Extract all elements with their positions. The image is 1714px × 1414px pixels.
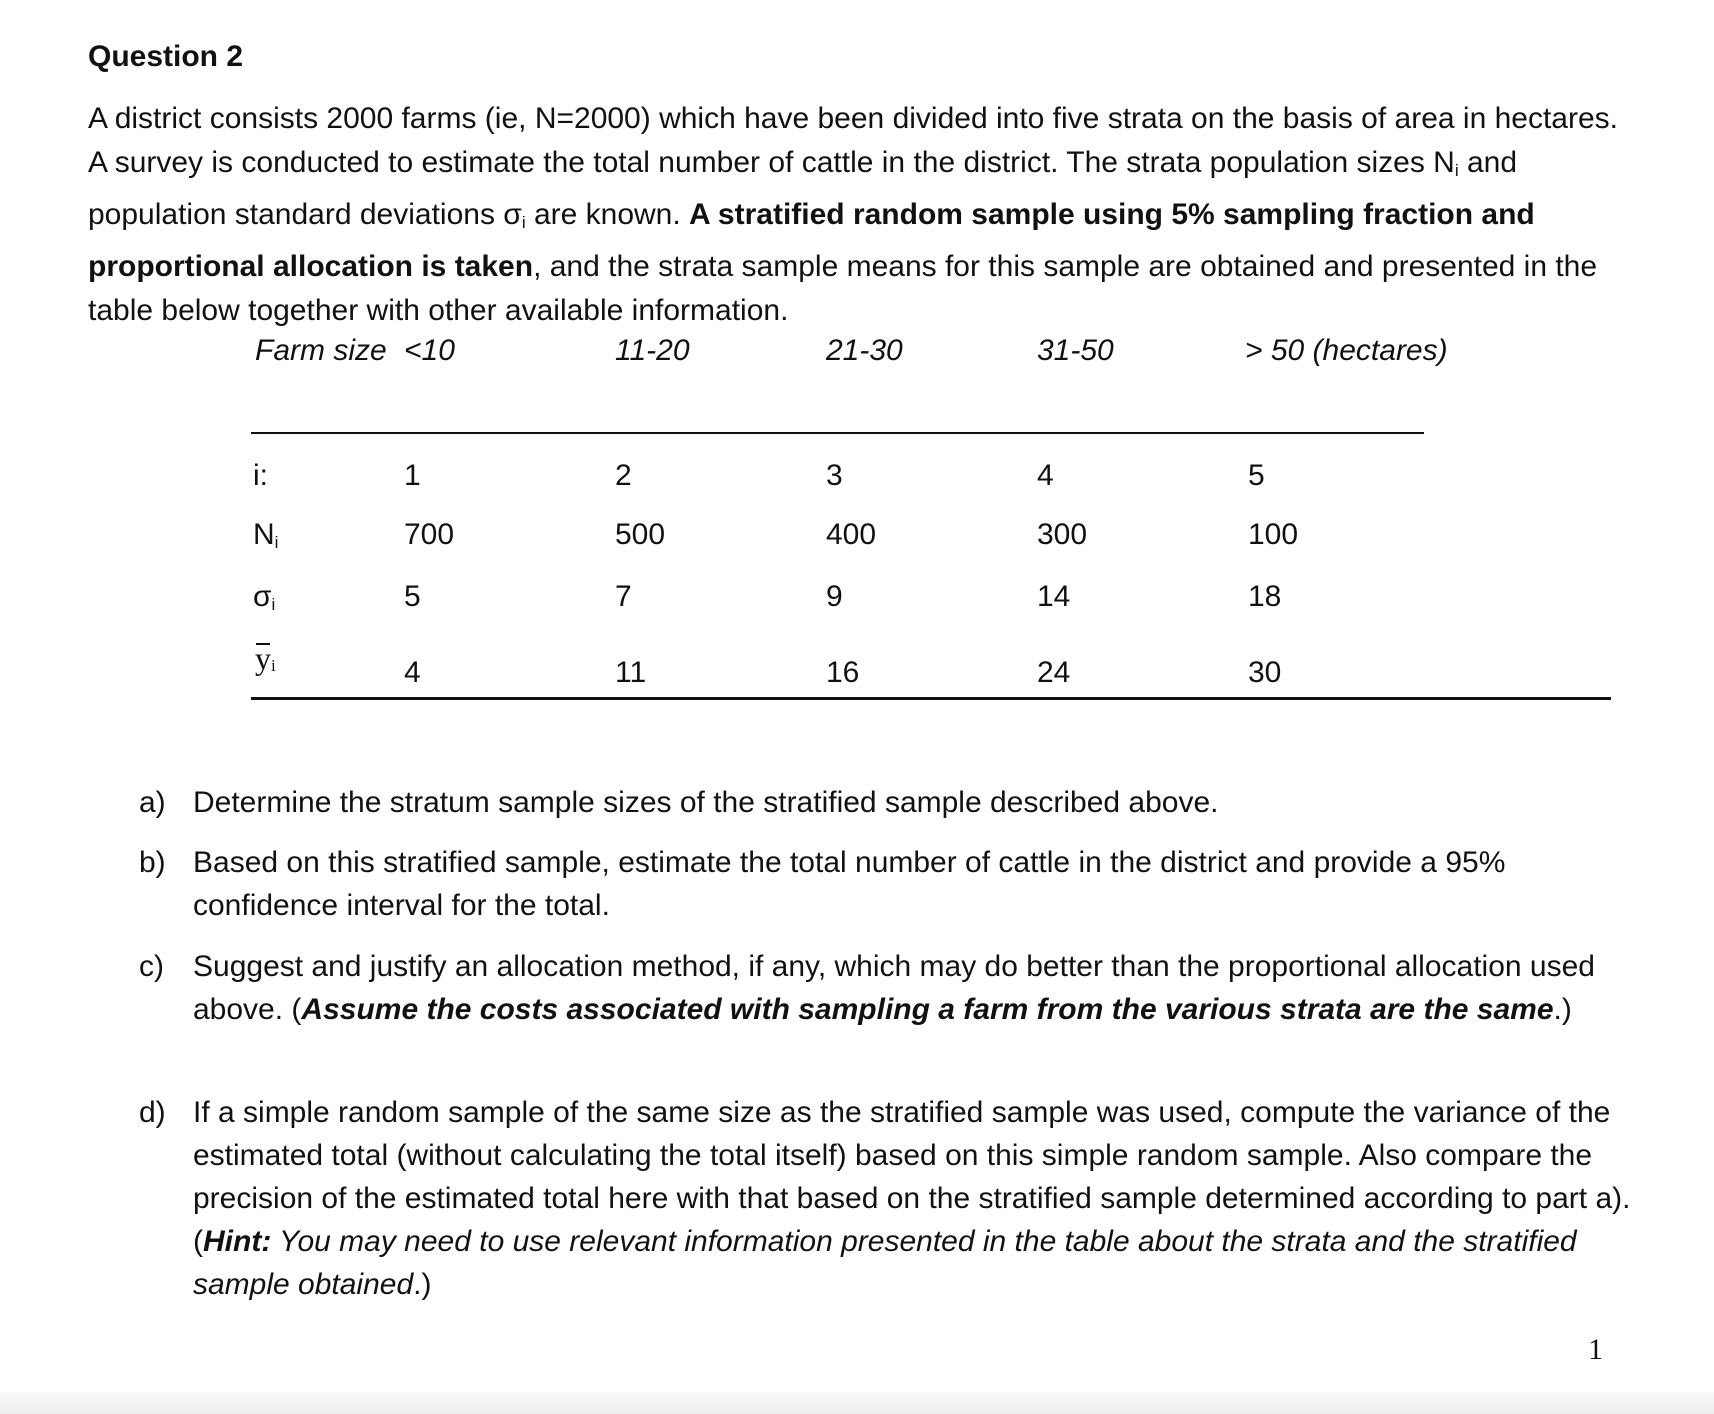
intro-bold-text: A stratified random sample using 5% sampling fraction and proportional allocation is taken (88, 198, 1535, 283)
question-a-text: Determine the stratum sample sizes of the stratified sample described above. (193, 786, 1219, 819)
question-c-text: Suggest and justify an allocation method, if any, which may do better than the proportional allocation used above. ( (193, 950, 1595, 1026)
cell-ybar-2: 11 (615, 656, 647, 689)
question-d-hint-label: Hint: (203, 1225, 272, 1258)
question-d (139, 1091, 1639, 1306)
cell-N-4: 300 (1037, 518, 1088, 551)
row-label-i: i: (253, 459, 268, 492)
question-c-body (193, 945, 1639, 1031)
cell-ybar-4: 24 (1037, 656, 1071, 689)
intro-text-2: and population standard deviations σ (88, 146, 1517, 231)
cell-sigma-3: 9 (826, 580, 843, 613)
header-col-2: 11-20 (615, 334, 690, 367)
cell-i-3: 3 (826, 459, 843, 492)
cell-N-1: 700 (404, 518, 455, 551)
intro-text-3: are known. (525, 198, 690, 231)
row-label-sigma-sub: i (271, 595, 276, 614)
question-d-body (193, 1091, 1639, 1306)
header-col-5: > 50 (hectares) (1245, 334, 1448, 367)
row-label-ybar-sub: i (271, 656, 276, 675)
question-c-end: .) (1553, 993, 1572, 1026)
question-a (139, 781, 1639, 824)
row-label-ybar (255, 640, 276, 677)
row-label-sigma (253, 580, 275, 615)
question-intro (88, 97, 1628, 333)
cell-i-5: 5 (1248, 459, 1265, 492)
intro-subscript-2: i (521, 213, 526, 232)
intro-text-1: A district consists 2000 farms (ie, N=2000) which have been divided into five strata on the basis of area in hectares. A survey is conducted to estimate the total number of cattle in the district. The strata population sizes N (88, 102, 1618, 179)
cell-sigma-5: 18 (1248, 580, 1282, 613)
cell-i-1: 1 (404, 459, 421, 492)
cell-sigma-2: 7 (615, 580, 632, 613)
page-number: 1 (1588, 1333, 1603, 1366)
cell-N-3: 400 (826, 518, 877, 551)
cell-N-2: 500 (615, 518, 666, 551)
question-b-label: b) (139, 846, 166, 879)
question-d-hint-text: You may need to use relevant information presented in the table about the strata and the stratified sample obtained (193, 1225, 1577, 1301)
row-label-N-text: N (253, 518, 275, 551)
farm-size-label: Farm size (255, 334, 387, 367)
cell-i-2: 2 (615, 459, 632, 492)
header-col-3: 21-30 (826, 334, 903, 367)
question-b (139, 841, 1639, 927)
table-top-rule (251, 432, 1424, 434)
header-col-1: <10 (404, 334, 455, 367)
intro-subscript-1: i (1454, 161, 1459, 180)
row-label-N-sub: i (274, 533, 279, 552)
cell-ybar-5: 30 (1248, 656, 1282, 689)
row-label-sigma-text: σ (253, 580, 272, 613)
question-heading: Question 2 (88, 40, 244, 73)
table-bottom-rule (251, 697, 1611, 700)
cell-ybar-1: 4 (404, 656, 421, 689)
question-d-text: If a simple random sample of the same size as the stratified sample was used, compute the variance of the estimated total (without calculating the total itself) based on this simple random sample. Also compare the precision of the estimated total here with that based on the stratified sample determined according to part a). ( (193, 1096, 1631, 1258)
row-label-ybar-text: y (255, 640, 271, 676)
question-c-label: c) (139, 950, 164, 983)
question-c (139, 945, 1639, 1031)
question-d-end: .) (413, 1268, 432, 1301)
cell-i-4: 4 (1037, 459, 1054, 492)
question-d-label: d) (139, 1096, 166, 1129)
row-label-N (253, 518, 278, 553)
header-col-4: 31-50 (1037, 334, 1114, 367)
cell-sigma-4: 14 (1037, 580, 1071, 613)
cell-N-5: 100 (1248, 518, 1299, 551)
cell-ybar-3: 16 (826, 656, 860, 689)
cell-sigma-1: 5 (404, 580, 421, 613)
intro-text-4: , and the strata sample means for this sample are obtained and presented in the table below together with other available information. (88, 250, 1598, 327)
question-c-assumption: Assume the costs associated with sampling a farm from the various strata are the same (301, 993, 1554, 1026)
page-bottom-edge (0, 1392, 1714, 1414)
question-a-label: a) (139, 786, 166, 819)
question-b-text: Based on this stratified sample, estimate the total number of cattle in the district and provide a 95% confidence interval for the total. (193, 846, 1506, 922)
